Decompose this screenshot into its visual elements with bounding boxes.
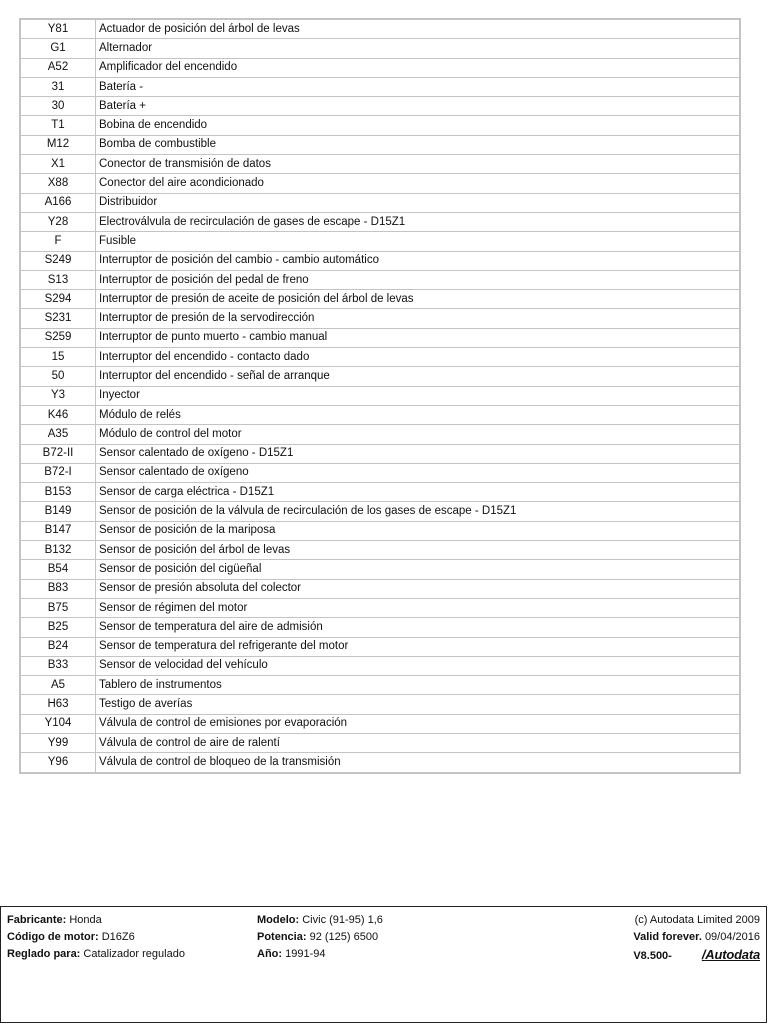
component-code: 30 [21,97,96,116]
legend-row [21,232,740,251]
legend-row [21,502,740,521]
autodata-logo: /Autodata [701,947,760,962]
legend-row [21,733,740,752]
legend-row [21,656,740,675]
component-description: Bobina de encendido [96,116,740,135]
component-code: B149 [21,502,96,521]
component-description: Sensor de posición del cigüeñal [96,560,740,579]
legend-row [21,676,740,695]
legend-row [21,328,740,347]
component-code: B147 [21,521,96,540]
component-description: Fusible [96,232,740,251]
component-description: Sensor calentado de oxígeno - D15Z1 [96,444,740,463]
legend-row [21,135,740,154]
footer-model-column [257,912,383,963]
component-code: B54 [21,560,96,579]
component-code: Y96 [21,753,96,772]
component-description: Batería + [96,97,740,116]
legend-row [21,444,740,463]
component-description: Distribuidor [96,193,740,212]
manufacturer-value: Honda [69,914,102,926]
component-code: A5 [21,676,96,695]
component-code: X88 [21,174,96,193]
power-row [257,929,383,946]
validity-row [633,929,760,946]
logo-text: Autodata [705,947,760,962]
component-code: A52 [21,58,96,77]
power-label: Potencia: [257,931,307,943]
component-code: S13 [21,270,96,289]
component-code: B75 [21,598,96,617]
footer-vehicle-column [7,912,185,963]
component-description: Módulo de control del motor [96,425,740,444]
legend-row [21,598,740,617]
component-code: B24 [21,637,96,656]
component-code: Y81 [21,20,96,39]
legend-row [21,386,740,405]
component-code: S294 [21,290,96,309]
legend-row [21,97,740,116]
component-code: K46 [21,405,96,424]
document-footer [0,906,767,1023]
component-code: Y3 [21,386,96,405]
legend-row [21,521,740,540]
component-code: 15 [21,348,96,367]
component-code: M12 [21,135,96,154]
legend-row [21,155,740,174]
footer-publisher-column [633,912,760,965]
component-description: Sensor de régimen del motor [96,598,740,617]
component-description: Bomba de combustible [96,135,740,154]
legend-row [21,541,740,560]
power-value: 92 (125) 6500 [309,931,379,943]
component-description: Sensor de carga eléctrica - D15Z1 [96,483,740,502]
legend-row [21,483,740,502]
component-code: B83 [21,579,96,598]
component-code: B33 [21,656,96,675]
version-text: V8.500- [633,950,672,962]
component-code: B72-I [21,463,96,482]
component-description: Sensor de posición de la válvula de recirculación de los gases de escape - D15Z1 [96,502,740,521]
model-label: Modelo: [257,914,300,926]
component-description: Interruptor del encendido - señal de arranque [96,367,740,386]
valid-label: Valid forever. [633,931,702,943]
component-code: 31 [21,77,96,96]
legend-table-body [21,20,740,773]
legend-row [21,405,740,424]
component-description: Sensor calentado de oxígeno [96,463,740,482]
component-code: Y99 [21,733,96,752]
legend-row [21,39,740,58]
year-label: Año: [257,948,283,960]
component-description: Sensor de temperatura del refrigerante del motor [96,637,740,656]
component-code: T1 [21,116,96,135]
component-description: Válvula de control de aire de ralentí [96,733,740,752]
legend-row [21,463,740,482]
component-description: Módulo de relés [96,405,740,424]
component-description: Alternador [96,39,740,58]
component-code: A166 [21,193,96,212]
tuned-for-row [7,946,185,963]
component-code: B153 [21,483,96,502]
component-legend-table [20,19,740,773]
model-row [257,912,383,929]
component-code: S231 [21,309,96,328]
tuned-for-value: Catalizador regulado [83,948,185,960]
legend-row [21,560,740,579]
component-description: Interruptor del encendido - contacto dado [96,348,740,367]
component-description: Interruptor de presión de la servodirección [96,309,740,328]
component-description: Válvula de control de bloqueo de la transmisión [96,753,740,772]
year-value: 1991-94 [285,948,326,960]
legend-row [21,270,740,289]
legend-row [21,77,740,96]
component-code: H63 [21,695,96,714]
component-description: Testigo de averías [96,695,740,714]
component-code: Y28 [21,212,96,231]
component-code: 50 [21,367,96,386]
component-description: Interruptor de presión de aceite de posición del árbol de levas [96,290,740,309]
component-description: Interruptor de punto muerto - cambio manual [96,328,740,347]
valid-date: 09/04/2016 [704,931,760,943]
legend-row [21,367,740,386]
component-code: S249 [21,251,96,270]
component-description: Sensor de posición de la mariposa [96,521,740,540]
legend-row [21,212,740,231]
legend-row [21,116,740,135]
component-code: B25 [21,618,96,637]
legend-row [21,309,740,328]
legend-row [21,251,740,270]
component-code: F [21,232,96,251]
component-description: Tablero de instrumentos [96,676,740,695]
component-description: Electroválvula de recirculación de gases de escape - D15Z1 [96,212,740,231]
legend-row [21,20,740,39]
legend-row [21,695,740,714]
engine-code-row [7,929,185,946]
engine-code-value: D16Z6 [101,931,135,943]
copyright-text: (c) Autodata Limited 2009 [634,914,760,926]
legend-row [21,174,740,193]
legend-row [21,58,740,77]
component-code: B132 [21,541,96,560]
component-code: S259 [21,328,96,347]
component-description: Actuador de posición del árbol de levas [96,20,740,39]
component-code: G1 [21,39,96,58]
legend-row [21,579,740,598]
year-row [257,946,383,963]
component-description: Conector del aire acondicionado [96,174,740,193]
component-description: Inyector [96,386,740,405]
component-description: Batería - [96,77,740,96]
manufacturer-label: Fabricante: [7,914,67,926]
component-description: Sensor de velocidad del vehículo [96,656,740,675]
component-description: Interruptor de posición del cambio - cambio automático [96,251,740,270]
component-code: X1 [21,155,96,174]
tuned-for-label: Reglado para: [7,948,81,960]
legend-row [21,637,740,656]
component-description: Conector de transmisión de datos [96,155,740,174]
component-code: Y104 [21,714,96,733]
engine-code-label: Código de motor: [7,931,99,943]
component-description: Sensor de presión absoluta del colector [96,579,740,598]
manufacturer-row [7,912,185,929]
legend-row [21,290,740,309]
legend-row [21,425,740,444]
legend-row [21,193,740,212]
model-value: Civic (91-95) 1,6 [302,914,383,926]
component-description: Amplificador del encendido [96,58,740,77]
version-row [633,946,760,965]
legend-row [21,348,740,367]
component-code: A35 [21,425,96,444]
component-description: Sensor de posición del árbol de levas [96,541,740,560]
component-code: B72-II [21,444,96,463]
component-description: Válvula de control de emisiones por evaporación [96,714,740,733]
legend-row [21,618,740,637]
component-description: Interruptor de posición del pedal de freno [96,270,740,289]
legend-row [21,753,740,772]
legend-row [21,714,740,733]
component-description: Sensor de temperatura del aire de admisión [96,618,740,637]
